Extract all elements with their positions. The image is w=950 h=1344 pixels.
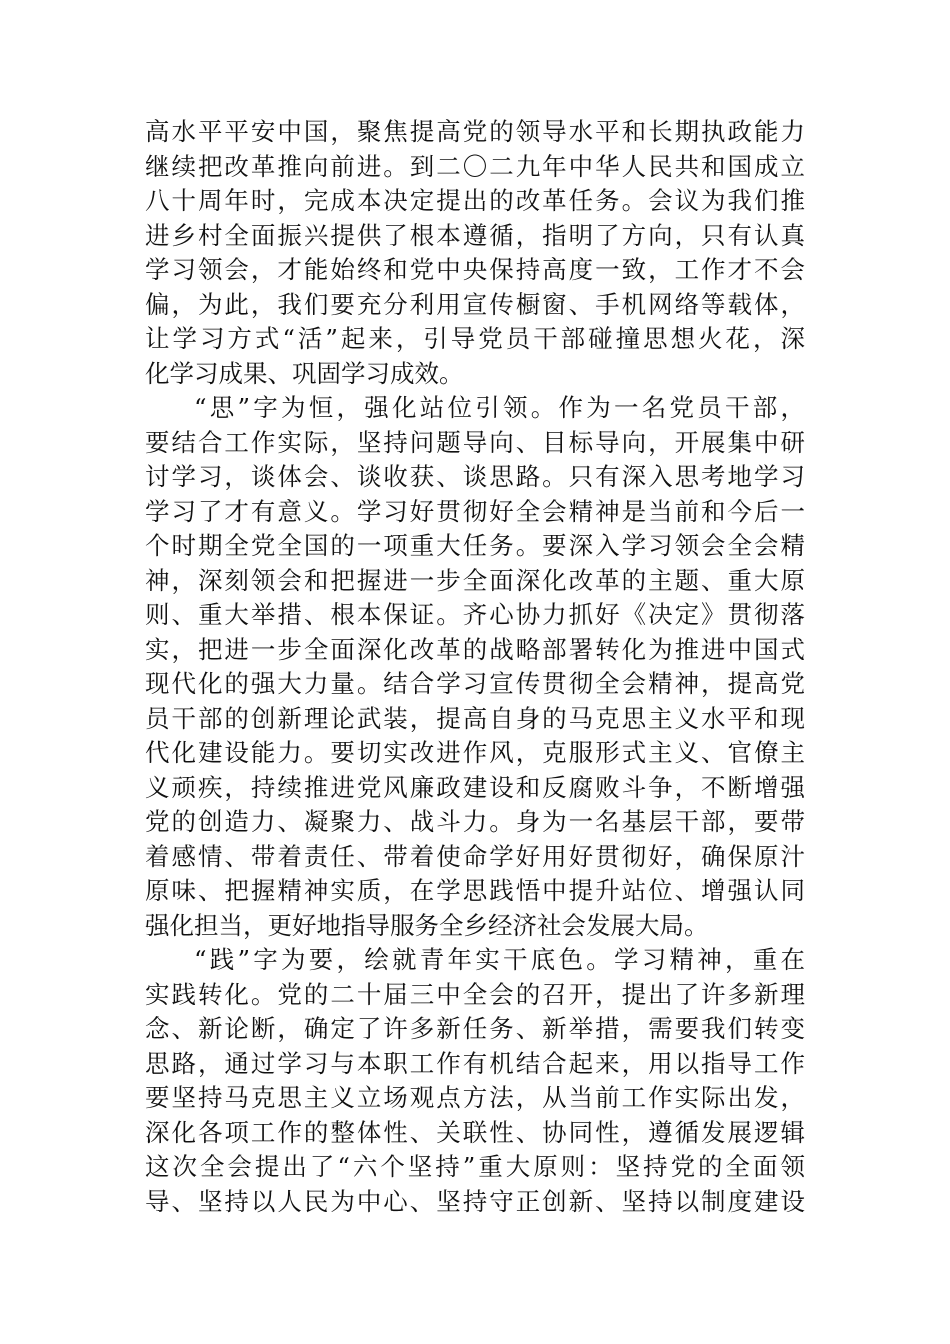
text-line-28: 思路，通过学习与本职工作有机结合起来，用以指导工作	[145, 1048, 805, 1078]
text-line-14: 神，深刻领会和把握进一步全面深化改革的主题、重大原	[145, 565, 805, 595]
text-line-9: “思”字为恒，强化站位引领。作为一名党员干部，	[194, 393, 805, 422]
text-line-23: 原味、把握精神实质，在学思践悟中提升站位、增强认同	[145, 876, 805, 905]
text-line-12: 学习了才有意义。学习好贯彻好全会精神是当前和今后一	[145, 496, 805, 526]
text-line-13: 个时期全党全国的一项重大任务。要深入学习领会全会精	[145, 531, 805, 560]
text-line-4: 进乡村全面振兴提供了根本遵循，指明了方向，只有认真	[145, 220, 805, 250]
text-line-5: 学习领会，才能始终和党中央保持高度一致，工作才不会	[145, 255, 805, 284]
text-line-17: 现代化的强大力量。结合学习宣传贯彻全会精神，提高党	[145, 669, 805, 698]
text-line-22: 着感情、带着责任、带着使命学好用好贯彻好，确保原汁	[145, 841, 805, 871]
text-line-8: 化学习成果、巩固学习成效。	[145, 358, 464, 388]
text-line-6: 偏，为此，我们要充分利用宣传橱窗、手机网络等载体，	[145, 289, 805, 319]
text-line-10: 要结合工作实际，坚持问题导向、目标导向，开展集中研	[145, 427, 805, 457]
text-line-20: 义顽疾，持续推进党风廉政建设和反腐败斗争，不断增强	[145, 772, 805, 802]
text-line-29: 要坚持马克思主义立场观点方法，从当前工作实际出发，	[145, 1083, 805, 1112]
text-line-26: 实践转化。党的二十届三中全会的召开，提出了许多新理	[145, 979, 805, 1009]
text-line-11: 讨学习，谈体会、谈收获、谈思路。只有深入思考地学习	[145, 462, 805, 491]
text-line-24: 强化担当，更好地指导服务全乡经济社会发展大局。	[145, 910, 709, 940]
text-line-31: 这次全会提出了“六个坚持”重大原则：坚持党的全面领	[145, 1152, 805, 1181]
text-line-19: 代化建设能力。要切实改进作风，克服形式主义、官僚主	[145, 738, 805, 767]
text-line-7: 让学习方式“活”起来，引导党员干部碰撞思想火花，深	[145, 324, 805, 353]
text-line-1: 高水平平安中国，聚焦提高党的领导水平和长期执政能力	[145, 117, 805, 146]
text-line-27: 念、新论断，确定了许多新任务、新举措，需要我们转变	[145, 1014, 805, 1043]
text-line-25: “践”字为要，绘就青年实干底色。学习精神，重在	[194, 945, 805, 974]
text-line-15: 则、重大举措、根本保证。齐心协力抓好《决定》贯彻落	[145, 600, 805, 629]
document-page	[145, 115, 805, 1219]
text-line-18: 员干部的创新理论武装，提高自身的马克思主义水平和现	[145, 703, 805, 733]
text-line-32: 导、坚持以人民为中心、坚持守正创新、坚持以制度建设	[145, 1186, 805, 1216]
text-line-21: 党的创造力、凝聚力、战斗力。身为一名基层干部，要带	[145, 807, 805, 836]
text-line-3: 八十周年时，完成本决定提出的改革任务。会议为我们推	[145, 186, 805, 215]
text-line-2: 继续把改革推向前进。到二〇二九年中华人民共和国成立	[145, 151, 805, 181]
text-line-16: 实，把进一步全面深化改革的战略部署转化为推进中国式	[145, 634, 805, 664]
text-line-30: 深化各项工作的整体性、关联性、协同性，遵循发展逻辑	[145, 1117, 805, 1147]
